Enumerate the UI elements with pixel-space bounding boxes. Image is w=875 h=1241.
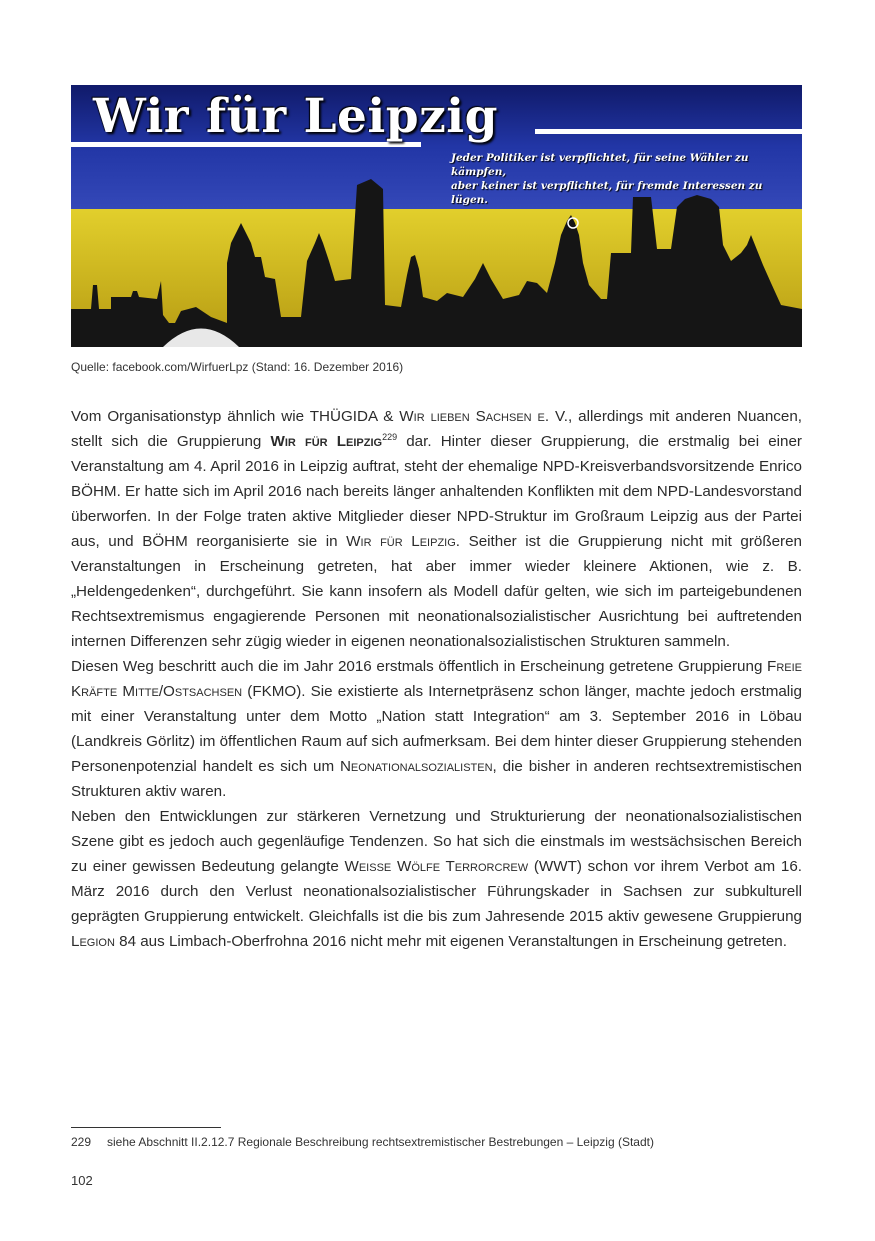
- footnote-ref[interactable]: 229: [382, 431, 398, 442]
- paragraph-3: [71, 804, 802, 954]
- banner-tagline-line1: Jeder Politiker ist verpflichtet, für seine Wähler zu kämpfen,: [451, 152, 749, 178]
- org-name-legion: Legion: [71, 933, 115, 950]
- p1-text-3: dar. Hinter dieser Gruppierung, die erstmalig bei einer Veranstaltung am 4. April 2016 in Leipzig auftrat, steht der ehemalige NPD-Kreisverbandsvorsitzende Enrico BÖHM. Er hatte sich im April 2016 nach bereits länger anhaltenden Konflikten mit dem NPD-Landesvorstand überworfen. In der Folge traten aktive Mitglieder dieser NPD-Struktur im Großraum Leipzig aus der Partei aus, und BÖHM reorganisierte sie in: [71, 433, 802, 550]
- org-name-fkmo: Freie Kräfte Mitte/Ostsachsen: [71, 658, 802, 700]
- banner-tagline-line2: aber keiner ist verpflichtet, für fremde Interessen zu lügen.: [451, 180, 763, 206]
- paragraph-1: [71, 404, 802, 654]
- banner-underline-right: [535, 129, 802, 134]
- p1-text-4: . Seither ist die Gruppierung nicht mit größeren Veranstaltungen in Erscheinung getreten, hat aber immer wieder kleinere Aktionen, wie z. B. „Heldengedenken“, durchgeführt. Sie kann insofern als Modell dafür gelten, wie sich im parteigebundenen Rechtsextremismus engagierende Personen mit neonationalsozialistischer Ausrichtung bei auftretenden internen Differenzen sehr zügig wieder in eigenen neonationalsozialistischen Strukturen sammeln.: [71, 533, 802, 650]
- footnote-text: siehe Abschnitt II.2.12.7 Regionale Beschreibung rechtsextremistischer Bestrebungen – Leipzig (Stadt): [107, 1135, 654, 1149]
- p3-text-3: 84 aus Limbach-Oberfrohna 2016 nicht mehr mit eigenen Veranstaltungen in Erscheinung getreten.: [114, 933, 787, 950]
- p1-text-1: Vom Organisationstyp ähnlich wie THÜGIDA &: [71, 408, 400, 425]
- p2-text-3: , die bisher in anderen rechtsextremistischen Strukturen aktiv waren.: [71, 758, 802, 800]
- org-name-wir-lieben-sachsen: Wir lieben Sachsen e. V.: [399, 408, 569, 425]
- page-number: 102: [71, 1173, 93, 1188]
- banner-title: Wir für Leipzig: [93, 89, 499, 144]
- p1-text-2: , allerdings mit anderen Nuancen, stellt sich die Gruppierung: [71, 408, 803, 450]
- p3-text-2: (WWT) schon vor ihrem Verbot am 16. März 2016 durch den Verlust neonationalsozialistischer Führungskader in Sachsen zur subkulturell geprägten Gruppierung entwickelt. Gleichfalls ist die bis zum Jahresende 2015 aktiv gewesene Gruppierung: [71, 858, 802, 925]
- term-neonationalsozialisten: Neonationalsozialisten: [339, 758, 493, 775]
- banner-tagline: [451, 151, 791, 207]
- org-name-wir-fuer-leipzig: Wir für Leipzig: [270, 433, 383, 450]
- footnote: [71, 1135, 654, 1149]
- org-name-wir-fuer-leipzig-2: Wir für Leipzig: [346, 533, 456, 550]
- image-caption: Quelle: facebook.com/WirfuerLpz (Stand: 16. Dezember 2016): [71, 360, 404, 374]
- p2-text-1: Diesen Weg beschritt auch die im Jahr 2016 erstmals öffentlich in Erscheinung getretene Gruppierung: [71, 658, 768, 675]
- p2-text-2: (FKMO). Sie existierte als Internetpräsenz schon länger, machte jedoch erstmalig mit einer Veranstaltung unter dem Motto „Nation statt Integration“ am 3. September 2016 in Löbau (Landkreis Görlitz) im öffentlichen Raum auf sich aufmerksam. Bei dem hinter dieser Gruppierung stehenden Personenpotenzial handelt es sich um: [71, 683, 802, 775]
- footnote-number: 229: [71, 1135, 92, 1149]
- org-name-wwt: Weisse Wölfe Terrorcrew: [344, 858, 529, 875]
- paragraph-2: [71, 654, 802, 804]
- banner-image: [71, 85, 802, 347]
- body-text: [71, 404, 802, 954]
- footnote-divider: [71, 1127, 221, 1128]
- p3-text-1: Neben den Entwicklungen zur stärkeren Vernetzung und Strukturierung der neonationalsozialistischen Szene gibt es jedoch auch gegenläufige Tendenzen. So hat sich die einstmals im westsächsischen Bereich zu einer gewissen Bedeutung gelangte: [71, 808, 802, 875]
